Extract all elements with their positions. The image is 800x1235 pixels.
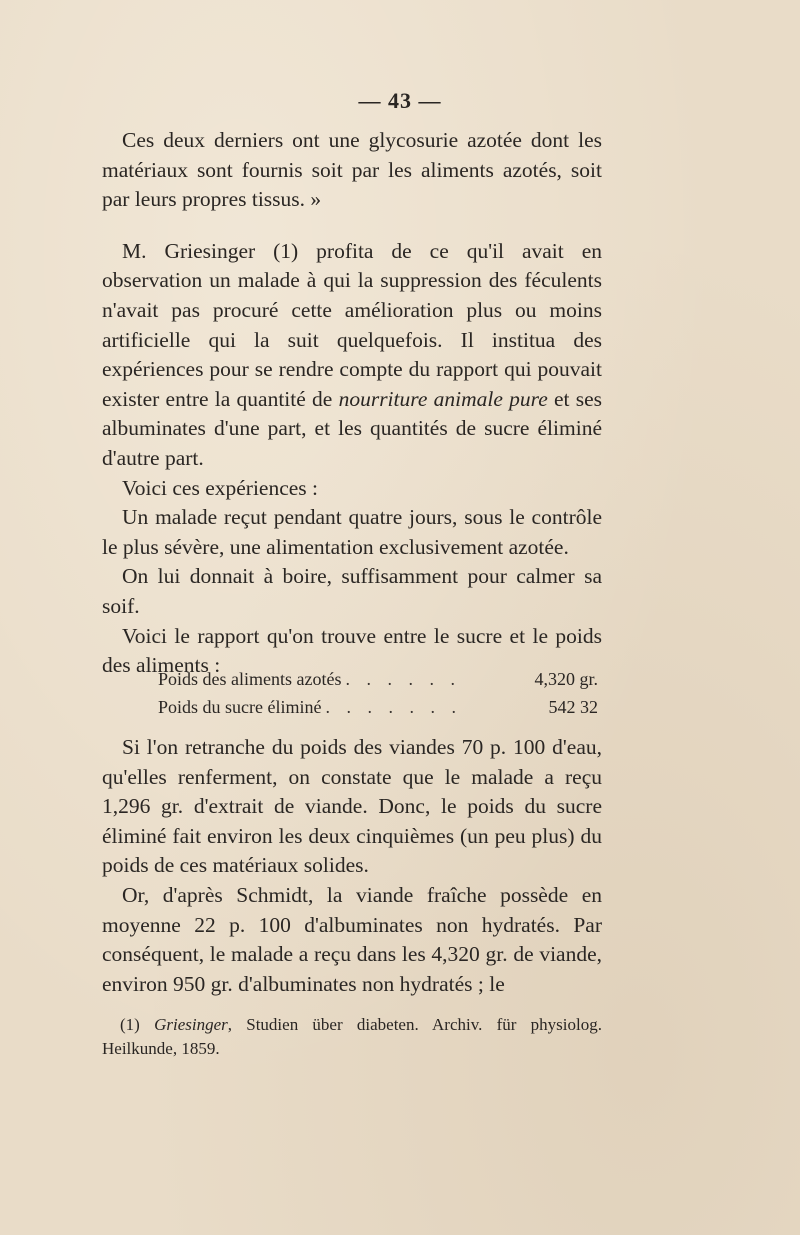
- row-label: Poids des aliments azotés: [158, 669, 342, 689]
- paragraph-2-text: M. Griesinger (1) profita de ce qu'il avait en observation un malade à qui la suppression des féculents n'avait pas procuré cette amélioration plus ou moins artificielle qui la suit quelquefois. Il institua des expériences pour se rendre compte du rapport qui pouvait exister entre la quantité de: [102, 238, 602, 411]
- weights-table: [158, 665, 598, 721]
- table-row: [158, 665, 598, 693]
- page-number: — 43 —: [358, 88, 442, 113]
- main-text: [102, 126, 602, 681]
- footnote-author: Griesinger: [154, 1015, 228, 1034]
- paragraph-2-end: et ses albuminates d'une part, et les quantités de sucre éliminé d'autre part.: [102, 386, 603, 470]
- row-value: 542 32: [548, 697, 598, 717]
- row-label: Poids du sucre éliminé: [158, 697, 322, 717]
- paragraph-5: On lui donnait à boire, suffisamment pour calmer sa soif.: [102, 564, 602, 618]
- row-value: 4,320 gr.: [534, 669, 598, 689]
- paragraph-7: Si l'on retranche du poids des viandes 70 p. 100 d'eau, qu'elles renferment, on constate que le malade a reçu 1,296 gr. d'extrait de viande. Donc, le poids du sucre éliminé fait environ les deux cinquièmes (un peu plus) du poids de ces matériaux solides.: [102, 735, 602, 878]
- leader-dots: . . . . . .: [345, 669, 461, 689]
- footnote-reference: , Studien über diabeten. Archiv. für physiolog. Heilkunde, 1859.: [102, 1015, 602, 1058]
- paragraph-8: Or, d'après Schmidt, la viande fraîche possède en moyenne 22 p. 100 d'albuminates non hydratés. Par conséquent, le malade a reçu dans les 4,320 gr. de viande, environ 950 gr. d'albuminates non hydratés ; le: [102, 882, 602, 996]
- footnote-marker: (1): [120, 1015, 140, 1034]
- paragraph-4: Un malade reçut pendant quatre jours, sous le contrôle le plus sévère, une alimentation exclusivement azotée.: [102, 505, 602, 559]
- footnote-text: [102, 1013, 602, 1061]
- table-row: [158, 693, 598, 721]
- leader-dots: . . . . . . .: [325, 697, 462, 717]
- paragraph-1: Ces deux derniers ont une glycosurie azotée dont les matériaux sont fournis soit par les aliments azotés, soit par leurs propres tissus. »: [102, 128, 602, 212]
- footnote: [102, 1013, 602, 1061]
- emphasis-nourriture: nourriture animale pure: [338, 386, 548, 411]
- paragraph-6: Voici le rapport qu'on trouve entre le sucre et le poids des aliments :: [102, 623, 602, 678]
- paragraph-2: [102, 237, 602, 474]
- paragraph-3: Voici ces expériences :: [122, 475, 319, 500]
- main-text-continued: [102, 733, 602, 999]
